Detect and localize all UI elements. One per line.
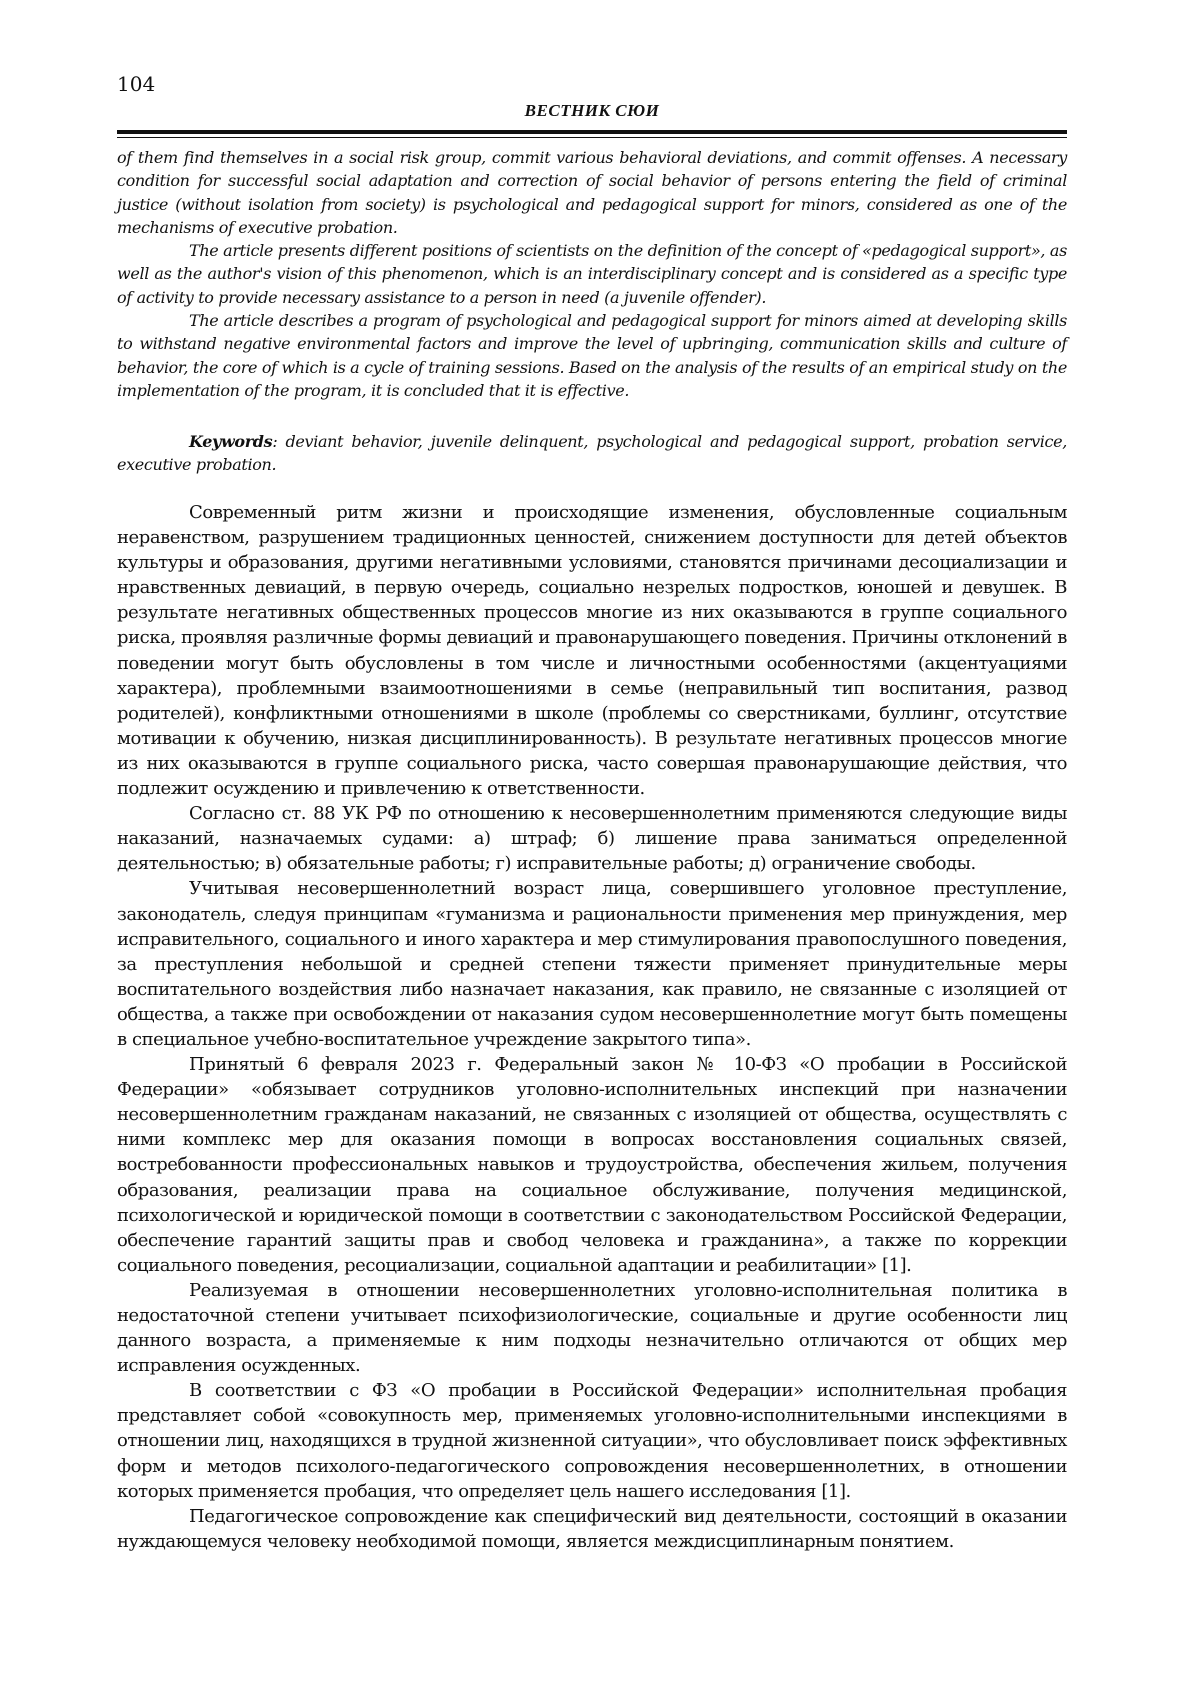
body-paragraph: Учитывая несовершеннолетний возраст лица, совершившего уголовное преступление, законодатель, следуя принципам «гуманизма и рациональности применения мер принуждения, мер исправительного, социального и иного характера и мер стимулирования правопослушного поведения, за преступления небольшой и средней степени тяжести применяет принудительные меры воспитательного воздействия либо назначает наказания, как правило, не связанные с изоляцией от общества, а также при освобождении от наказания судом несовершеннолетние могут быть помещены в специальное учебно-воспитательное учреждение закрытого типа».	[117, 876, 1067, 1052]
body-paragraph: Согласно ст. 88 УК РФ по отношению к несовершеннолетним применяются следующие виды наказаний, назначаемых судами: а) штраф; б) лишение права заниматься определенной деятельностью; в) обязательные работы; г) исправительные работы; д) ограничение свободы.	[117, 801, 1067, 876]
header-rule-thin	[117, 137, 1067, 138]
body-paragraph: В соответствии с ФЗ «О пробации в Российской Федерации» исполнительная пробация представляет собой «совокупность мер, применяемых уголовно-исполнительными инспекциями в отношении лиц, находящихся в трудной жизненной ситуации», что обусловливает поиск эффективных форм и методов психолого-педагогического сопровождения несовершеннолетних, в отношении которых применяется пробация, что определяет цель нашего исследования [1].	[117, 1378, 1067, 1503]
keywords-text: : deviant behavior, juvenile delinquent, psychological and pedagogical support, probation service, executive probation.	[117, 432, 1067, 474]
body-paragraph: Реализуемая в отношении несовершеннолетних уголовно-исполнительная политика в недостаточной степени учитывает психофизиологические, социальные и другие особенности лиц данного возраста, а применяемые к ним подходы незначительно отличаются от общих мер исправления осужденных.	[117, 1278, 1067, 1378]
body-paragraph: Педагогическое сопровождение как специфический вид деятельности, состоящий в оказании нуждающемуся человеку необходимой помощи, является междисциплинарным понятием.	[117, 1504, 1067, 1554]
abstract-paragraph: The article presents different positions of scientists on the definition of the concept of «pedagogical support», as well as the author's vision of this phenomenon, which is an interdisciplinary concept and is considered as a specific type of activity to provide necessary assistance to a person in need (a juvenile offender).	[117, 239, 1067, 309]
page-number: 104	[117, 72, 155, 96]
body-paragraph: Принятый 6 февраля 2023 г. Федеральный закон № 10-ФЗ «О пробации в Российской Федерации» «обязывает сотрудников уголовно-исполнительных инспекций при назначении несовершеннолетним гражданам наказаний, не связанных с изоляцией от общества, осуществлять с ними комплекс мер для оказания помощи в вопросах восстановления социальных связей, востребованности профессиональных навыков и трудоустройства, обеспечения жильем, получения образования, реализации права на социальное обслуживание, получения медицинской, психологической и юридической помощи в соответствии с законодательством Российской Федерации, обеспечение гарантий защиты прав и свобод человека и гражданина», а также по коррекции социального поведения, ресоциализации, социальной адаптации и реабилитации» [1].	[117, 1052, 1067, 1278]
journal-title: ВЕСТНИК СЮИ	[117, 101, 1067, 121]
keywords-label: Keywords	[189, 432, 272, 451]
article-body	[117, 500, 1067, 1554]
header-rule-thick	[117, 130, 1067, 134]
abstract	[117, 146, 1067, 402]
abstract-paragraph: of them find themselves in a social risk group, commit various behavioral deviations, and commit offenses. A necessary condition for successful social adaptation and correction of social behavior of persons entering the field of criminal justice (without isolation from society) is psychological and pedagogical support for minors, considered as one of the mechanisms of executive probation.	[117, 146, 1067, 239]
abstract-paragraph: The article describes a program of psychological and pedagogical support for minors aimed at developing skills to withstand negative environmental factors and improve the level of upbringing, communication skills and culture of behavior, the core of which is a cycle of training sessions. Based on the analysis of the results of an empirical study on the implementation of the program, it is concluded that it is effective.	[117, 309, 1067, 402]
body-paragraph: Современный ритм жизни и происходящие изменения, обусловленные социальным неравенством, разрушением традиционных ценностей, снижением доступности для детей объектов культуры и образования, другими негативными условиями, становятся причинами десоциализации и нравственных девиаций, в первую очередь, социально незрелых подростков, юношей и девушек. В результате негативных общественных процессов многие из них оказываются в группе социального риска, проявляя различные формы девиаций и правонарушающего поведения. Причины отклонений в поведении могут быть обусловлены в том числе и личностными особенностями (акцентуациями характера), проблемными взаимоотношениями в семье (неправильный тип воспитания, развод родителей), конфликтными отношениями в школе (проблемы со сверстниками, буллинг, отсутствие мотивации к обучению, низкая дисциплинированность). В результате негативных процессов многие из них оказываются в группе социального риска, часто совершая правонарушающие действия, что подлежит осуждению и привлечению к ответственности.	[117, 500, 1067, 801]
keywords	[117, 430, 1067, 477]
